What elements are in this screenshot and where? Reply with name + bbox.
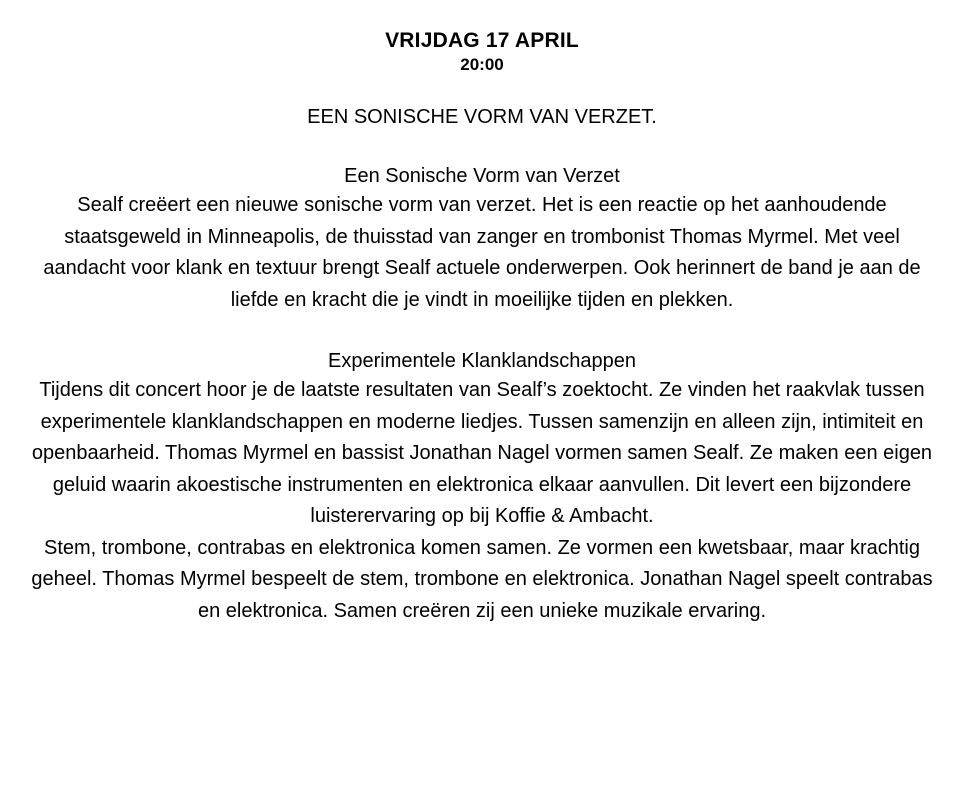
event-date: VRIJDAG 17 APRIL	[385, 29, 579, 52]
event-time: 20:00	[460, 55, 504, 74]
section-paragraph: Stem, trombone, contrabas en elektronica komen samen. Ze vormen een kwetsbaar, maar krachtig geheel. Thomas Myrmel bespeelt de stem, trombone en elektronica. Jonathan Nagel speelt contrabas en elektronica. Samen creëren zij een unieke muzikale ervaring.	[31, 536, 933, 622]
section-title: Een Sonische Vorm van Verzet	[344, 165, 620, 187]
section-paragraph: Tijdens dit concert hoor je de laatste resultaten van Sealf’s zoektocht. Ze vinden het raakvlak tussen experimentele klanklandschappen en moderne liedjes. Tussen samenzijn en alleen zijn, intimiteit en openbaarheid. Thomas Myrmel en bassist Jonathan Nagel vormen samen Sealf. Ze maken een eigen geluid waarin akoestische instrumenten en elektronica elkaar aanvullen. Dit levert een bijzondere luisterervaring op bij Koffie & Ambacht.	[31, 379, 933, 527]
section-title: Experimentele Klanklandschappen	[328, 350, 636, 372]
section-paragraph: Sealf creëert een nieuwe sonische vorm van verzet. Het is een reactie op het aanhoudende staatsgeweld in Minneapolis, de thuisstad van zanger en trombonist Thomas Myrmel. Met veel aandacht voor klank en textuur brengt Sealf actuele onderwerpen. Ook herinnert de band je aan de liefde en kracht die je vindt in moeilijke tijden en plekken.	[43, 194, 921, 311]
event-headline: EEN SONISCHE VORM VAN VERZET.	[307, 106, 657, 128]
section-sonische-vorm	[30, 162, 934, 316]
section-klanklandschappen	[30, 347, 934, 627]
